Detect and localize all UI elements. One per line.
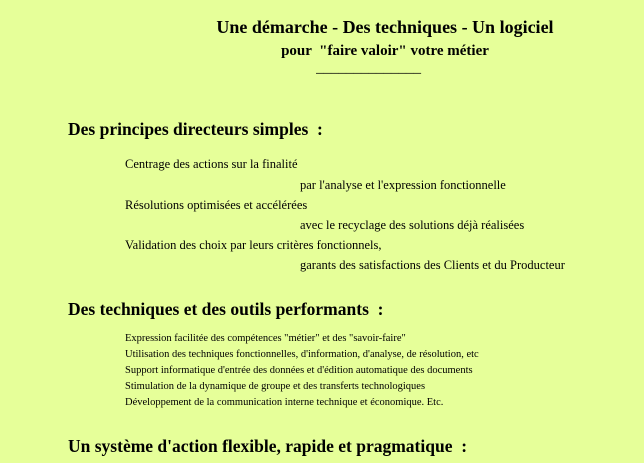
principle-line: Centrage des actions sur la finalité — [125, 157, 298, 171]
page-title: Une démarche - Des techniques - Un logiciel — [216, 17, 554, 37]
technique-line: Utilisation des techniques fonctionnelles, d'information, d'analyse, de résolution, etc — [125, 349, 479, 360]
principle-line: avec le recyclage des solutions déjà réalisées — [300, 218, 525, 232]
technique-line: Expression facilitée des compétences "métier" et des "savoir-faire" — [125, 333, 406, 344]
page-subtitle: pour "faire valoir" votre métier — [281, 43, 489, 59]
technique-line: Support informatique d'entrée des données et d'édition automatique des documents — [125, 365, 473, 376]
title-underline: ______________ — [316, 60, 421, 76]
technique-line: Stimulation de la dynamique de groupe et des transferts technologiques — [125, 381, 426, 392]
section-heading-principles: Des principes directeurs simples : — [68, 119, 323, 139]
principle-line: par l'analyse et l'expression fonctionnelle — [300, 178, 506, 192]
technique-line: Développement de la communication interne technique et économique. Etc. — [125, 397, 444, 408]
principle-line: Validation des choix par leurs critères fonctionnels, — [125, 238, 382, 252]
principle-line: garants des satisfactions des Clients et du Producteur — [300, 258, 565, 272]
section-heading-system: Un système d'action flexible, rapide et pragmatique : — [68, 436, 468, 456]
section-heading-techniques: Des techniques et des outils performants : — [68, 299, 384, 319]
principle-line: Résolutions optimisées et accélérées — [125, 198, 308, 212]
